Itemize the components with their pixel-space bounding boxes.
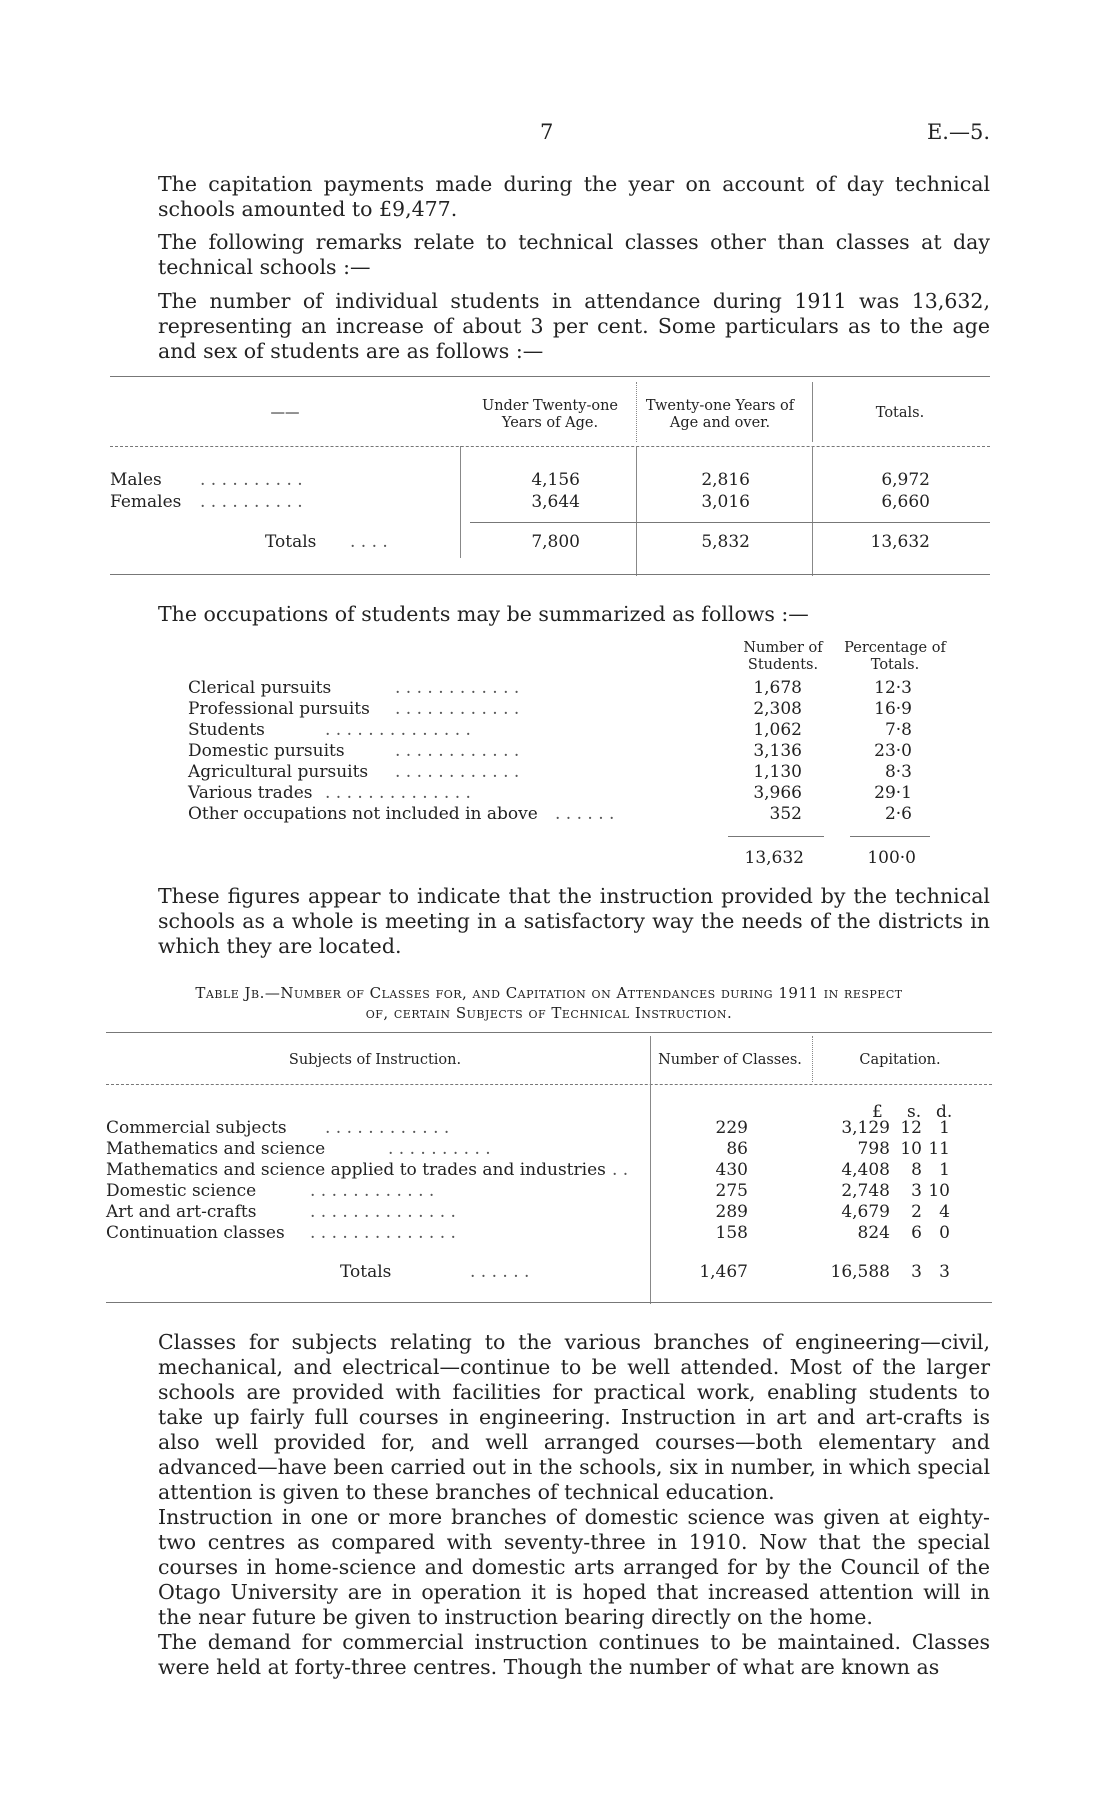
jb-total-classes: 1,467 xyxy=(699,1262,748,1282)
row-label-females: Females xyxy=(110,492,182,512)
paragraph-domestic-science: Instruction in one or more branches of domestic science was given at eighty-two centres as compared with seventy-three in 1910. Now that the special courses in home-science and domestic arts arranged for by the Council of the Otago University are in operation it is hoped that increased attention will in the near future be given to instruction bearing directly on the home. xyxy=(158,1505,990,1629)
header-dash: —— xyxy=(270,405,300,421)
occupation-label: Various trades xyxy=(188,783,313,803)
page-number: 7 xyxy=(540,120,554,144)
jb-total-shillings: 3 xyxy=(911,1262,922,1282)
row-label-males: Males xyxy=(110,470,162,490)
header-number-students: Number of Students. xyxy=(743,640,823,673)
occupation-label: Agricultural pursuits xyxy=(188,762,369,782)
males-over: 2,816 xyxy=(701,470,750,490)
table-caption-line2: of, certain Subjects of Technical Instruction. xyxy=(365,1004,733,1022)
occupation-label: Clerical pursuits xyxy=(188,678,332,698)
occupation-label: Domestic pursuits xyxy=(188,741,345,761)
currency-pence: d. xyxy=(936,1102,953,1122)
header-percentage: Percentage of Totals. xyxy=(844,640,946,673)
jb-total-pounds: 16,588 xyxy=(830,1262,890,1282)
subject-label: Mathematics and science xyxy=(106,1139,326,1159)
totals-over: 5,832 xyxy=(701,532,750,552)
age-totals-label: Totals xyxy=(265,532,317,552)
header-under-21: Under Twenty-one Years of Age. xyxy=(481,398,618,431)
males-under: 4,156 xyxy=(531,470,580,490)
males-total: 6,972 xyxy=(881,470,930,490)
paragraph-commercial: The demand for commercial instruction continues to be maintained. Classes were held at forty-three centres. Though the number of what are known as xyxy=(158,1630,990,1679)
paragraph-figures: These figures appear to indicate that the instruction provided by the technical schools as a whole is meeting in a satisfactory way the needs of the districts in which they are located. xyxy=(158,884,990,958)
subject-label: Domestic science xyxy=(106,1181,257,1201)
header-subjects: Subjects of Instruction. xyxy=(288,1052,462,1068)
document-page: 7 E.—5. The capitation payments made during the year on account of day technical schools amounted to £9,477. The following remarks relate to technical classes other than classes at day technical schools :— The number of individual students in attendance during 1911 was 13,632, representing an increase of about 3 per cent. Some particulars as to the age and sex of students are as follows :— —— Under Twenty-one Years of Age. Twenty-one Years of Age and over. Totals. Males . . . . . . . . . . 4,156 2,816 6,972 Females . . . . . . . . . . 3,644 3,016 6,660 Totals . . . . 7,800 5,832 13,632 The occupations of students may be summarized as follows :— Number of Students. Percentage of Totals. Clerical pursuits . . . . . . . . . . . . 1,678 12·3 Professional pursuits . . . . . . . . . . . . 2,308 16·9 Students . . . . . . . . . . . . . . 1,062 7·8 Domestic pursuits . . . . . . . . . . . . 3,136 23·0 Agricultural pursuits . . . . . . . . . . . . 1,130 8·3 Various trades . . . . . . . . . . . . . . 3,966 29·1 Other occupations not included in above . . . . . . 352 2·6 13,632 100·0 These figures appear to indicate that the instruction provided by the technical schools as a whole is meeting in a satisfactory way the needs of the districts in which they are located. Table Jb.—Number of Classes for, and Capitation on Attendances during 1911 in respect of, certain Subjects of Technical Instruction. Subjects of Instruction. Number of Classes. Capitation. £ s. d. Commercial subjects . . . . . . . . . . . . 229 3,129 12 1 Mathematics and science . . . . . . . . . . 86 798 10 11 Mathematics and science applied to trades and industries . . 430 4,408 8 1 Domestic science . . . . . . . . . . . . 275 2,748 3 10 Art and art-crafts . . . . . . . . . . . . . . 289 4,679 2 4 Continuation classes . . . . . . . . . . . . . . 158 824 6 0 Totals . . . . . . 1,467 16,588 3 3 Classes for subjects relating to the various branches of engineering—civil, mechanical, and electrical—continue to be well attended. Most of the larger schools are provided with facilities for practical work, enabling students to take up fairly full courses in engineering. Instruction in art and art-crafts is also well provided for, and well arranged courses—both elementary and advanced—have been carried out in the schools, six in number, in which special attention is given to these branches of technical education. Instruction in one or more branches of domestic science was given at eighty-two centres as compared with seventy-three in 1910. Now that the special courses in home-science and domestic arts arranged for by the Council of the Otago University are in operation it is hoped that increased attention will in the near future be given to instruction bearing directly on the home. The demand for commercial instruction continues to be maintained. Classes were held at forty-three centres. Though the number of what are known as xyxy=(106,120,990,1679)
document-reference: E.—5. xyxy=(926,120,990,144)
totals-total: 13,632 xyxy=(870,532,930,552)
header-over-21: Twenty-one Years of Age and over. xyxy=(645,398,795,431)
subject-label: Commercial subjects xyxy=(106,1118,287,1138)
occupation-total-percent: 100·0 xyxy=(867,848,916,868)
table-caption-line1: Table Jb.—Number of Classes for, and Capitation on Attendances during 1911 in respect xyxy=(195,984,903,1002)
females-total: 6,660 xyxy=(881,492,930,512)
jb-totals-label: Totals xyxy=(340,1262,392,1282)
occupation-label: Professional pursuits xyxy=(188,699,370,719)
subject-label: Art and art-crafts xyxy=(106,1202,257,1222)
paragraph-capitation: The capitation payments made during the year on account of day technical schools amounted to £9,477. xyxy=(158,172,990,221)
currency-pounds: £ xyxy=(872,1102,883,1122)
paragraph-engineering: Classes for subjects relating to the various branches of engineering—civil, mechanical, and electrical—continue to be well attended. Most of the larger schools are provided with facilities for practical work, enabling students to take up fairly full courses in engineering. Instruction in art and art-crafts is also well provided for, and well arranged courses—both elementary and advanced—have been carried out in the schools, six in number, in which special attention is given to these branches of technical education. xyxy=(158,1330,990,1504)
occupation-label: Students xyxy=(188,720,265,740)
paragraph-occupations: The occupations of students may be summarized as follows :— xyxy=(158,602,809,626)
currency-shillings: s. xyxy=(907,1102,922,1122)
occupation-label: Other occupations not included in above xyxy=(188,804,538,824)
females-under: 3,644 xyxy=(531,492,580,512)
totals-under: 7,800 xyxy=(531,532,580,552)
jb-total-pence: 3 xyxy=(939,1262,950,1282)
paragraph-remarks: The following remarks relate to technical classes other than classes at day technical schools :— xyxy=(158,230,990,279)
header-totals: Totals. xyxy=(875,405,925,421)
subject-label: Continuation classes xyxy=(106,1223,285,1243)
paragraph-attendance: The number of individual students in attendance during 1911 was 13,632, representing an increase of about 3 per cent. Some particulars as to the age and sex of students are as follows :— xyxy=(158,289,990,363)
header-capitation: Capitation. xyxy=(859,1052,941,1068)
occupation-total-number: 13,632 xyxy=(744,848,804,868)
subject-label: Mathematics and science applied to trades and industries xyxy=(106,1160,606,1180)
header-classes: Number of Classes. xyxy=(658,1052,802,1068)
females-over: 3,016 xyxy=(701,492,750,512)
